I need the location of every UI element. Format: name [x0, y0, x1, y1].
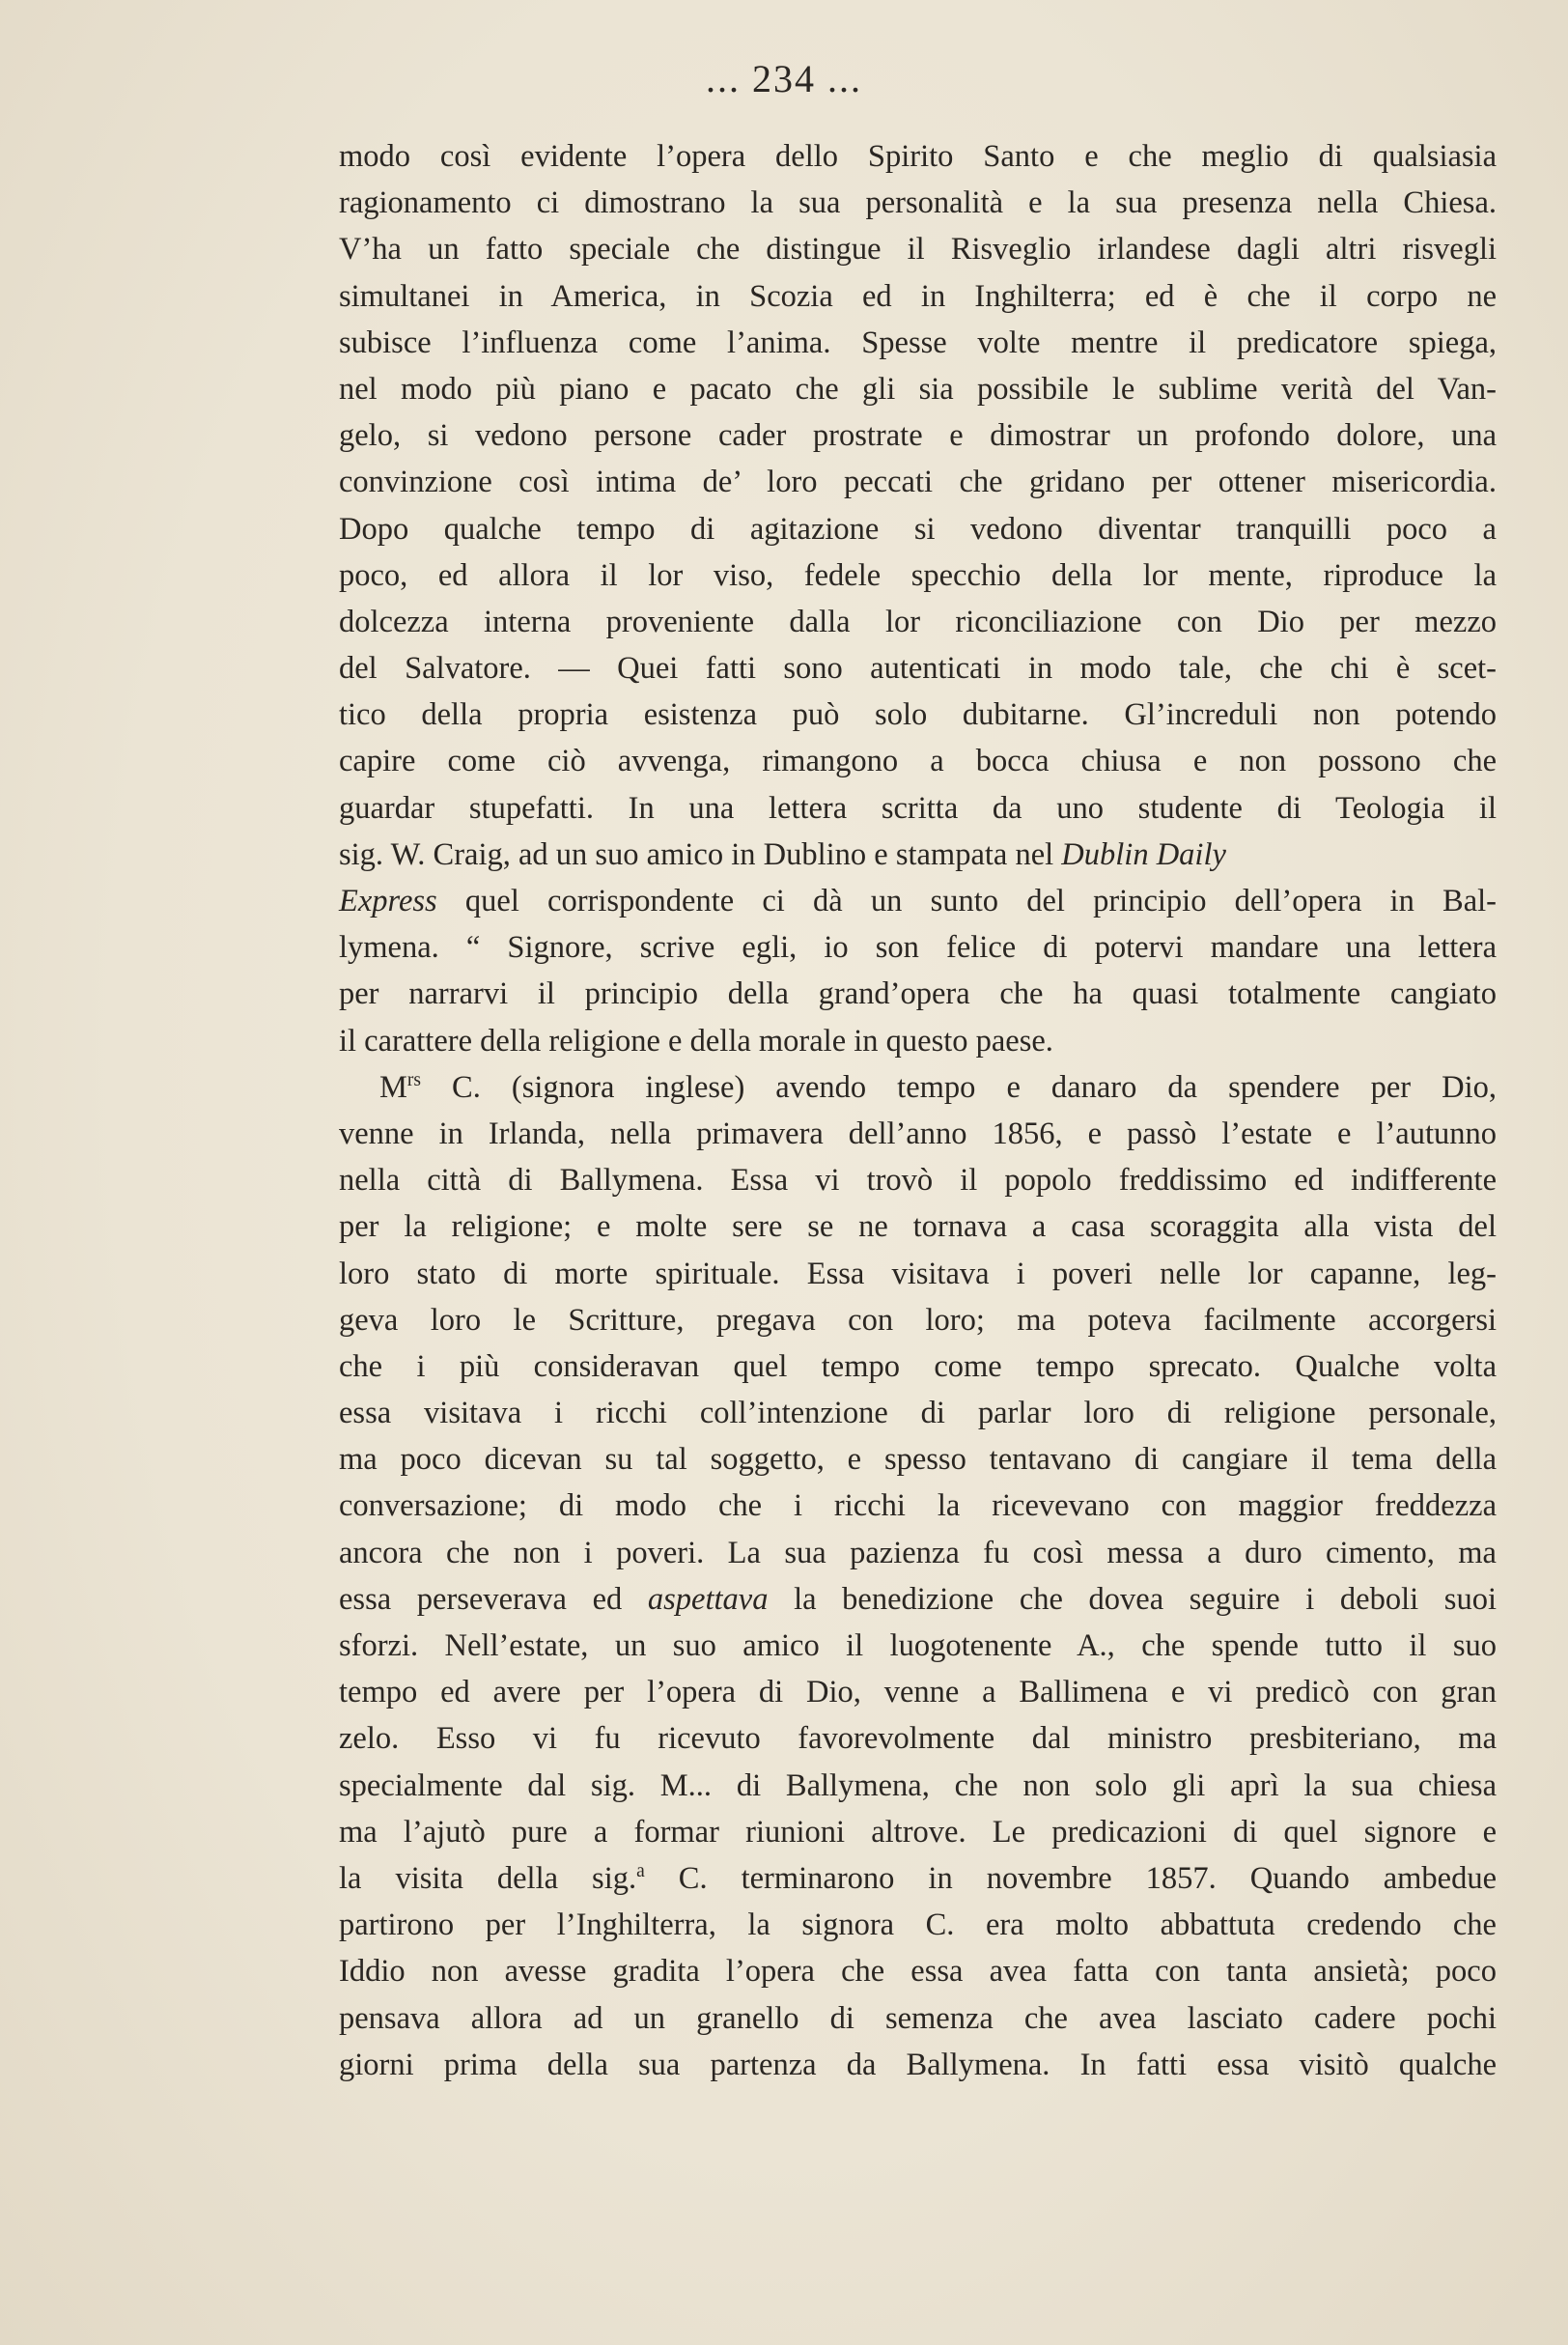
text-line: per narrarvi il principio della grand’opera che ha quasi totalmente cangiato — [339, 976, 1497, 1012]
text-line: Iddio non avesse gradita l’opera che essa avea fatta con tanta ansietà; poco — [339, 1954, 1497, 1990]
text-line: conversazione; di modo che i ricchi la ricevevano con maggior freddezza — [339, 1488, 1497, 1524]
text-span: M — [379, 1069, 407, 1105]
text-span: la visita della sig. — [339, 1860, 637, 1896]
text-line: convinzione così intima de’ loro peccati che gridano per ottener misericordia. — [339, 465, 1497, 500]
text-line: sforzi. Nell’estate, un suo amico il luogotenente A., che spende tutto il suo — [339, 1628, 1497, 1663]
text-line: loro stato di morte spirituale. Essa visitava i poveri nelle lor capanne, leg- — [339, 1256, 1497, 1291]
text-line: tempo ed avere per l’opera di Dio, venne a Ballimena e vi predicò con gran — [339, 1675, 1497, 1710]
text-line: pensava allora ad un granello di semenza che avea lasciato cadere pochi — [339, 2000, 1497, 2036]
text-line: Dopo qualche tempo di agitazione si vedono diventar tranquilli poco a — [339, 511, 1497, 547]
text-line — [339, 832, 1497, 878]
text-line: ma l’ajutò pure a formar riunioni altrove. Le predicazioni di quel signore e — [339, 1814, 1497, 1850]
text-span: sig. W. Craig, ad un suo amico in Dublino e stampata nel — [339, 836, 1062, 872]
text-line: ma poco dicevan su tal soggetto, e spesso tentavano di cangiare il tema della — [339, 1442, 1497, 1478]
text-line: partirono per l’Inghilterra, la signora C. era molto abbattuta credendo che — [339, 1907, 1497, 1943]
text-line: gelo, si vedono persone cader prostrate e dimostrar un profondo dolore, una — [339, 418, 1497, 454]
text-span: C. terminarono in novembre 1857. Quando ambedue — [644, 1860, 1498, 1896]
text-line: capire come ciò avvenga, rimangono a bocca chiusa e non possono che — [339, 744, 1497, 779]
superscript: rs — [406, 1069, 421, 1090]
text-line: il carattere della religione e della morale in questo paese. — [339, 1023, 1053, 1059]
text-line: nel modo più piano e pacato che gli sia possibile le sublime verità del Van- — [339, 371, 1497, 407]
text-line: lymena. “ Signore, scrive egli, io son felice di potervi mandare una lettera — [339, 930, 1497, 966]
text-line: simultanei in America, in Scozia ed in Inghilterra; ed è che il corpo ne — [339, 278, 1497, 314]
text-line: specialmente dal sig. M... di Ballymena, che non solo gli aprì la sua chiesa — [339, 1767, 1497, 1803]
text-line: zelo. Esso vi fu ricevuto favorevolmente dal ministro presbiteriano, ma — [339, 1721, 1497, 1757]
superscript: a — [636, 1861, 645, 1882]
italic-word: aspettava — [647, 1581, 769, 1617]
text-span: essa perseverava ed — [339, 1581, 648, 1617]
text-line — [339, 878, 1497, 924]
text-line: poco, ed allora il lor viso, fedele specchio della lor mente, riproduce la — [339, 557, 1497, 593]
text-line: ragionamento ci dimostrano la sua personalità e la sua presenza nella Chiesa. — [339, 185, 1497, 221]
text-span: la benedizione che dovea seguire i deboli suoi — [768, 1581, 1497, 1617]
text-span: C. (signora inglese) avendo tempo e danaro da spendere per Dio, — [421, 1069, 1497, 1105]
text-line: dolcezza interna proveniente dalla lor riconciliazione con Dio per mezzo — [339, 604, 1497, 639]
paragraph-1 — [339, 133, 1497, 1064]
text-line: che i più consideravan quel tempo come tempo sprecato. Qualche volta — [339, 1348, 1497, 1384]
text-line: geva loro le Scritture, pregava con loro; ma poteva facilmente accorgersi — [339, 1302, 1497, 1338]
text-span: quel corrispondente ci dà un sunto del principio dell’opera in Bal- — [436, 884, 1497, 918]
italic-title: Express — [339, 884, 437, 918]
text-line — [339, 1576, 1497, 1623]
body-text — [339, 133, 1497, 2088]
text-line: del Salvatore. — Quei fatti sono autenticati in modo tale, che chi è scet- — [339, 651, 1497, 687]
text-line: tico della propria esistenza può solo dubitarne. Gl’increduli non potendo — [339, 697, 1497, 733]
text-line: nella città di Ballymena. Essa vi trovò il popolo freddissimo ed indifferente — [339, 1163, 1497, 1199]
text-line: V’ha un fatto speciale che distingue il Risveglio irlandese dagli altri risvegli — [339, 232, 1497, 268]
text-line: ancora che non i poveri. La sua pazienza fu così messa a duro cimento, ma — [339, 1535, 1497, 1570]
text-line: essa visitava i ricchi coll’intenzione di parlar loro di religione personale, — [339, 1396, 1497, 1431]
text-line — [339, 1064, 1497, 1111]
text-line — [339, 1855, 1497, 1902]
text-line: modo così evidente l’opera dello Spirito Santo e che meglio di qualsiasia — [339, 139, 1497, 174]
text-line: per la religione; e molte sere se ne tornava a casa scoraggita alla vista del — [339, 1209, 1497, 1245]
page-number: ... 234 ... — [706, 57, 862, 100]
text-line: venne in Irlanda, nella primavera dell’anno 1856, e passò l’estate e l’autunno — [339, 1116, 1497, 1151]
text-line: subisce l’influenza come l’anima. Spesse volte mentre il predicatore spiega, — [339, 325, 1497, 360]
text-line: giorni prima della sua partenza da Ballymena. In fatti essa visitò qualche — [339, 2047, 1497, 2082]
paragraph-2 — [339, 1064, 1497, 2088]
text-line: guardar stupefatti. In una lettera scritta da uno studente di Teologia il — [339, 790, 1497, 826]
italic-title: Dublin Daily — [1061, 836, 1226, 872]
